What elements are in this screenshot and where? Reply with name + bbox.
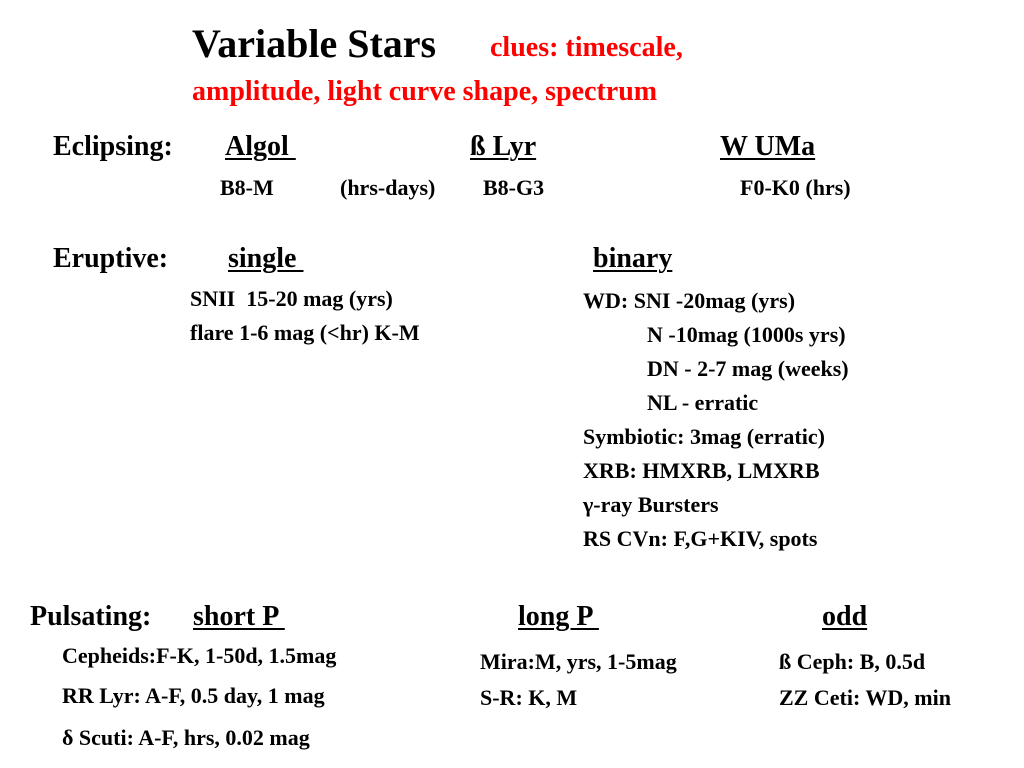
binary-item: Symbiotic: 3mag (erratic) <box>583 424 825 449</box>
pulsating-short-p: short P <box>193 601 285 632</box>
long-p-item: S-R: K, M <box>480 685 578 710</box>
beta-lyr-spectrum: B8-G3 <box>483 175 545 200</box>
binary-item: NL - erratic <box>647 390 759 415</box>
short-p-item: RR Lyr: A-F, 0.5 day, 1 mag <box>62 683 325 708</box>
short-p-item: δ Scuti: A-F, hrs, 0.02 mag <box>62 725 310 750</box>
eruptive-binary: binary <box>593 243 673 274</box>
pulsating-long-p: long P <box>518 601 599 632</box>
binary-item: WD: SNI -20mag (yrs) <box>583 288 796 313</box>
binary-item: N -10mag (1000s yrs) <box>647 322 846 347</box>
binary-item: DN - 2-7 mag (weeks) <box>647 356 849 381</box>
eruptive-single: single <box>228 243 304 274</box>
binary-item: RS CVn: F,G+KIV, spots <box>583 526 818 551</box>
eclipsing-algol: Algol <box>225 131 296 162</box>
long-p-item: Mira:M, yrs, 1-5mag <box>480 649 677 674</box>
algol-spectrum: B8-M <box>220 175 274 200</box>
subtitle-clues-line-2: amplitude, light curve shape, spectrum <box>192 76 658 107</box>
eruptive-heading: Eruptive: <box>53 243 169 274</box>
w-uma-spectrum: F0-K0 (hrs) <box>740 175 851 200</box>
binary-item: γ-ray Bursters <box>583 492 719 517</box>
binary-item: XRB: HMXRB, LMXRB <box>583 458 820 483</box>
odd-item: ß Ceph: B, 0.5d <box>779 649 926 674</box>
eclipsing-timescale: (hrs-days) <box>340 175 436 200</box>
page-title: Variable Stars <box>192 21 437 66</box>
pulsating-heading: Pulsating: <box>30 601 152 632</box>
eclipsing-beta-lyr: ß Lyr <box>470 131 537 162</box>
subtitle-clues-line-1: clues: timescale, <box>490 32 683 63</box>
odd-item: ZZ Ceti: WD, min <box>779 685 951 710</box>
pulsating-odd: odd <box>822 601 868 632</box>
single-item: flare 1-6 mag (<hr) K-M <box>190 320 420 345</box>
eclipsing-w-uma: W UMa <box>720 131 816 162</box>
single-item: SNII 15-20 mag (yrs) <box>190 286 393 311</box>
eclipsing-heading: Eclipsing: <box>53 131 173 162</box>
short-p-item: Cepheids:F-K, 1-50d, 1.5mag <box>62 643 337 668</box>
